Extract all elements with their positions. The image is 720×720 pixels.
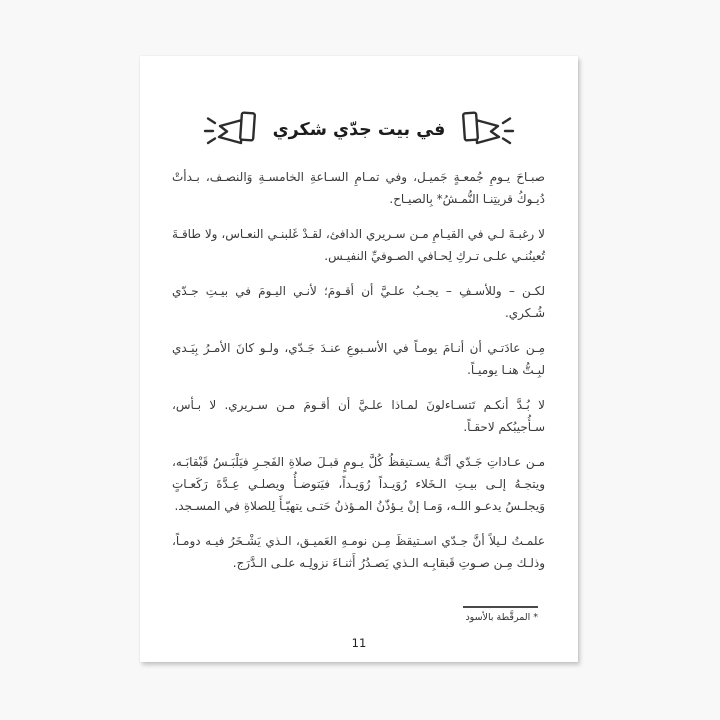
ribbon-banner-left-icon xyxy=(203,107,265,153)
story-paragraph: مِـن عادَتـي أن أنـامَ يومـاً في الأسـبوعِ عنـدَ جَـدّي، ولـو كانَ الأمـرُ بِيَـدي لبِـتُّ هنـا يوميـاً. xyxy=(172,341,545,377)
story-text xyxy=(140,154,578,574)
story-paragraph: صبـاحَ يـومِ جُمعـةٍ جَميـل، وفي تمـامِ السـاعةِ الخامسـةِ وَالنصـف، بـدأتْ دُيـوكُ قريتِنـا النُّمـشُ* بِالصيـاح. xyxy=(172,170,545,206)
story-paragraph: علمـتُ لـيلاً أنَّ جـدّي اسـتيقظَ مِـن نومـهِ العَميـق، الـذي يَشْـخَرُ فيـه دومـاً، وذلـك مِـن صـوتِ قَبقابِـه الـذي يَصـدُرُ أَثنـاءَ نزولِـه علـى الـدَّرَج. xyxy=(172,534,545,570)
story-paragraph: لكـن – وللأسـفِ – يجـبُ علـيَّ أن أقـومَ؛ لأنـي اليـومَ في بيـتِ جـدّي شُـكري. xyxy=(172,284,545,320)
footnote xyxy=(463,606,538,624)
story-paragraph: مـن عـاداتِ جَـدّي أنَّـهُ يسـتيقظُ كُلَّ يـومٍ قبـلَ صلاةِ الفَجـرِ فيَلْبَـسُ قَبْقابَـه، ويتجـهُ إلـى بيـتِ الـخَلاء رُوَيـداً رُوَيـداً، فيَتوضـأُ ويصلـي عِـدَّةَ رَكَعـاتٍ وَيجلـسُ يدعـو اللـه، وَمـا إنْ يـؤذّنُ المـؤذنُ حَتـى يتهيّـأَ لِلصلاةِ في المسـجد. xyxy=(172,455,545,513)
chapter-header xyxy=(140,106,578,154)
story-paragraph: لا رغبـةَ لـي في القيـامِ مـن سـريري الدافئ، لقـدْ غَلبنـي النعـاس، ولا طاقـةَ تُعينُنـي علـى تـركِ لِحـافي الصـوفيِّ النفيـس. xyxy=(172,227,545,263)
footnote-text: * المرقَّطة بالأسود xyxy=(465,612,538,623)
ribbon-banner-right-icon xyxy=(453,107,515,153)
story-paragraph: لا بُـدَّ أنكـم تَتسـاءلونَ لمـاذا علـيَّ أن أقـومَ مـن سـريري. لا بـأس، سـأُجيبُكم لاحقـاً. xyxy=(172,398,545,434)
footnote-divider xyxy=(463,606,538,608)
chapter-title: في بيت جدّي شكري xyxy=(272,120,446,140)
book-page xyxy=(140,56,578,662)
page-number: 11 xyxy=(351,636,367,650)
